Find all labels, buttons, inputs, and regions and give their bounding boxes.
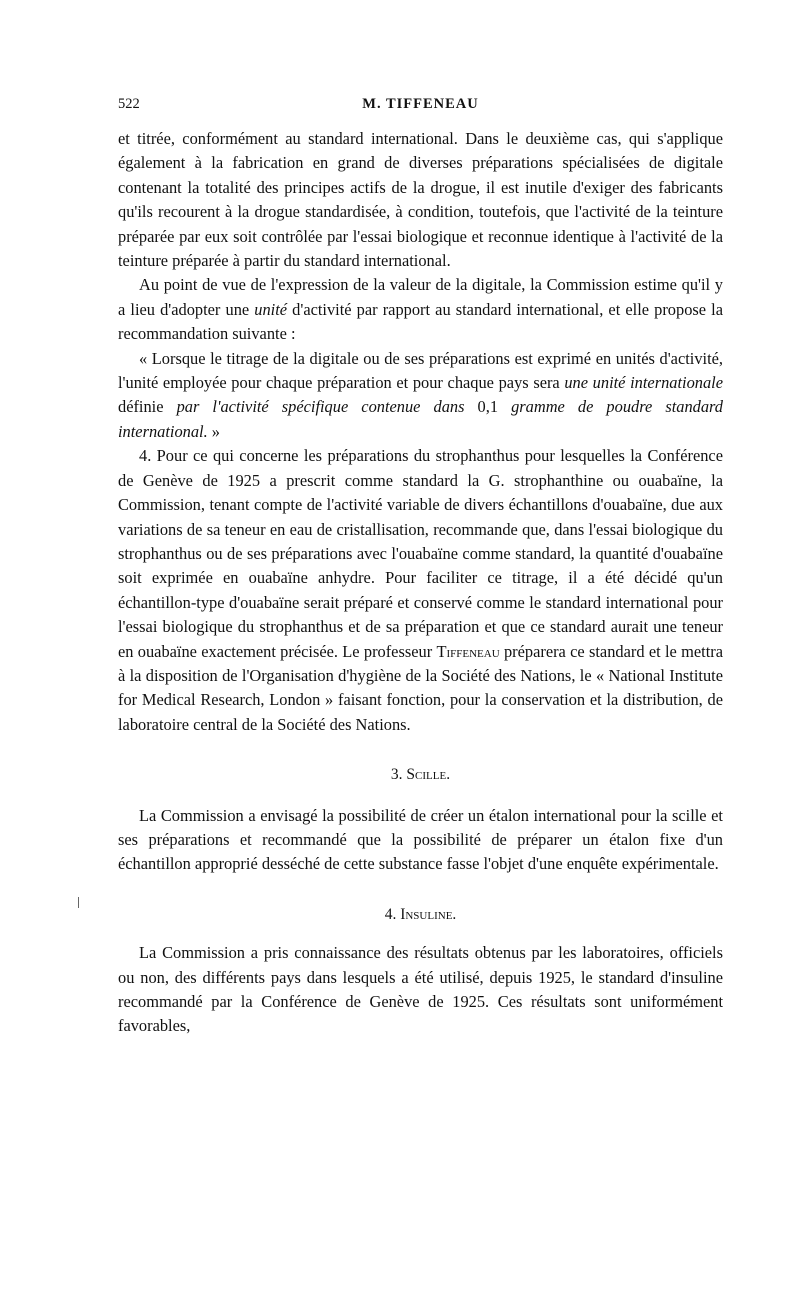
paragraph-2-text-a: Au point de vue de l'expression de la valeur de la digitale, la Commission estime qu'il y a lieu d'adopter une — [118, 275, 723, 319]
section-number-insuline: 4. — [384, 905, 401, 923]
paragraph-3-emphasis-2: par l'activité spécifique contenue dans — [176, 397, 465, 417]
body-text — [118, 127, 723, 1039]
section-heading-scille — [118, 763, 723, 787]
margin-mark — [78, 897, 79, 908]
section-heading-insuline — [118, 903, 723, 927]
section-number-scille: 3. — [390, 766, 407, 784]
paragraph-2-emphasis: unité — [254, 299, 288, 319]
section-title-insuline: Insuline. — [400, 905, 457, 923]
paragraph-6: La Commission a pris connaissance des résultats obtenus par les laboratoires, officiels ou non, des différents pays dans lesquels a été utilisé, depuis 1925, le standard d'insuline recommandé par la Conférence de Genève de 1925. Ces résultats sont uniformément favorables, — [118, 943, 723, 1036]
paragraph-3-number: 0,1 — [464, 397, 512, 417]
paragraph-4-text-a: 4. Pour ce qui concerne les préparations du strophanthus pour lesquelles la Conférence de Genève de 1925 a prescrit comme standard la G. strophanthine ou ouabaïne, la Commission, tenant compte de l'activité variable de divers échantillons d'ouabaïne, due aux variations de sa teneur en eau de cristallisation, recommande que, dans l'essai biologique du strophanthus ou de ses préparations avec l'ouabaïne comme standard, la quantité d'ouabaïne soit exprimée en ouabaïne anhydre. Pour faciliter ce titrage, il a été décidé qu'un échantillon-type d'ouabaïne serait préparé et conservé comme le standard international pour l'essai biologique du strophanthus et de sa préparation et que ce standard aurait une teneur en ouabaïne exactement précisée. Le professeur — [118, 446, 723, 661]
paragraph-3-text-a: « Lorsque le titrage de la digitale ou de ses préparations est exprimé en unités d'activité, l'unité employée pour chaque préparation et pour chaque pays sera — [118, 348, 723, 393]
running-title: M. TIFFENEAU — [362, 96, 479, 112]
paragraph-1: et titrée, conformément au standard international. Dans le deuxième cas, qui s'applique également à la fabrication en grand de diverses préparations spécialisées de digitale contenant la totalité des principes actifs de la drogue, il est inutile d'exiger des fabricants qu'ils recourent à la drogue standardisée, à condition, toutefois, que l'activité de la teinture préparée par eux soit contrôlée par l'essai biologique et reconnue identique à l'activité de la teinture préparée à partir du standard international. — [118, 129, 723, 271]
paragraph-4 — [118, 444, 723, 737]
paragraph-3-recommendation — [118, 347, 723, 445]
page-header — [118, 96, 723, 120]
paragraph-4-text-b: préparera ce standard et le mettra à la disposition de l'Organisation d'hygiène de la Société des Nations, le « National Institute for Medical Research, London » faisant fonction, pour la conservation et la distribution, de laboratoire central de la Société des Nations. — [118, 641, 723, 734]
paragraph-3-emphasis-1: une unité internationale — [564, 373, 723, 393]
paragraph-3-emphasis-3: gramme de poudre standard international. — [118, 397, 723, 441]
author-name: Tiffeneau — [436, 641, 500, 661]
paragraph-3-text-c: » — [207, 421, 220, 441]
section-title-scille: Scille. — [406, 766, 451, 784]
paragraph-5: La Commission a envisagé la possibilité de créer un étalon international pour la scille et ses préparations et recommandé que la possibilité de préparer un étalon fixe d'un échantillon approprié desséché de cette substance fasse l'objet d'une enquête expérimentale. — [118, 805, 723, 874]
paragraph-2 — [118, 273, 723, 346]
paragraph-3-text-b: définie — [118, 397, 177, 417]
paragraph-2-text-b: d'activité par rapport au standard international, et elle propose la recommandation suivante : — [118, 299, 723, 344]
page-number: 522 — [118, 96, 140, 112]
